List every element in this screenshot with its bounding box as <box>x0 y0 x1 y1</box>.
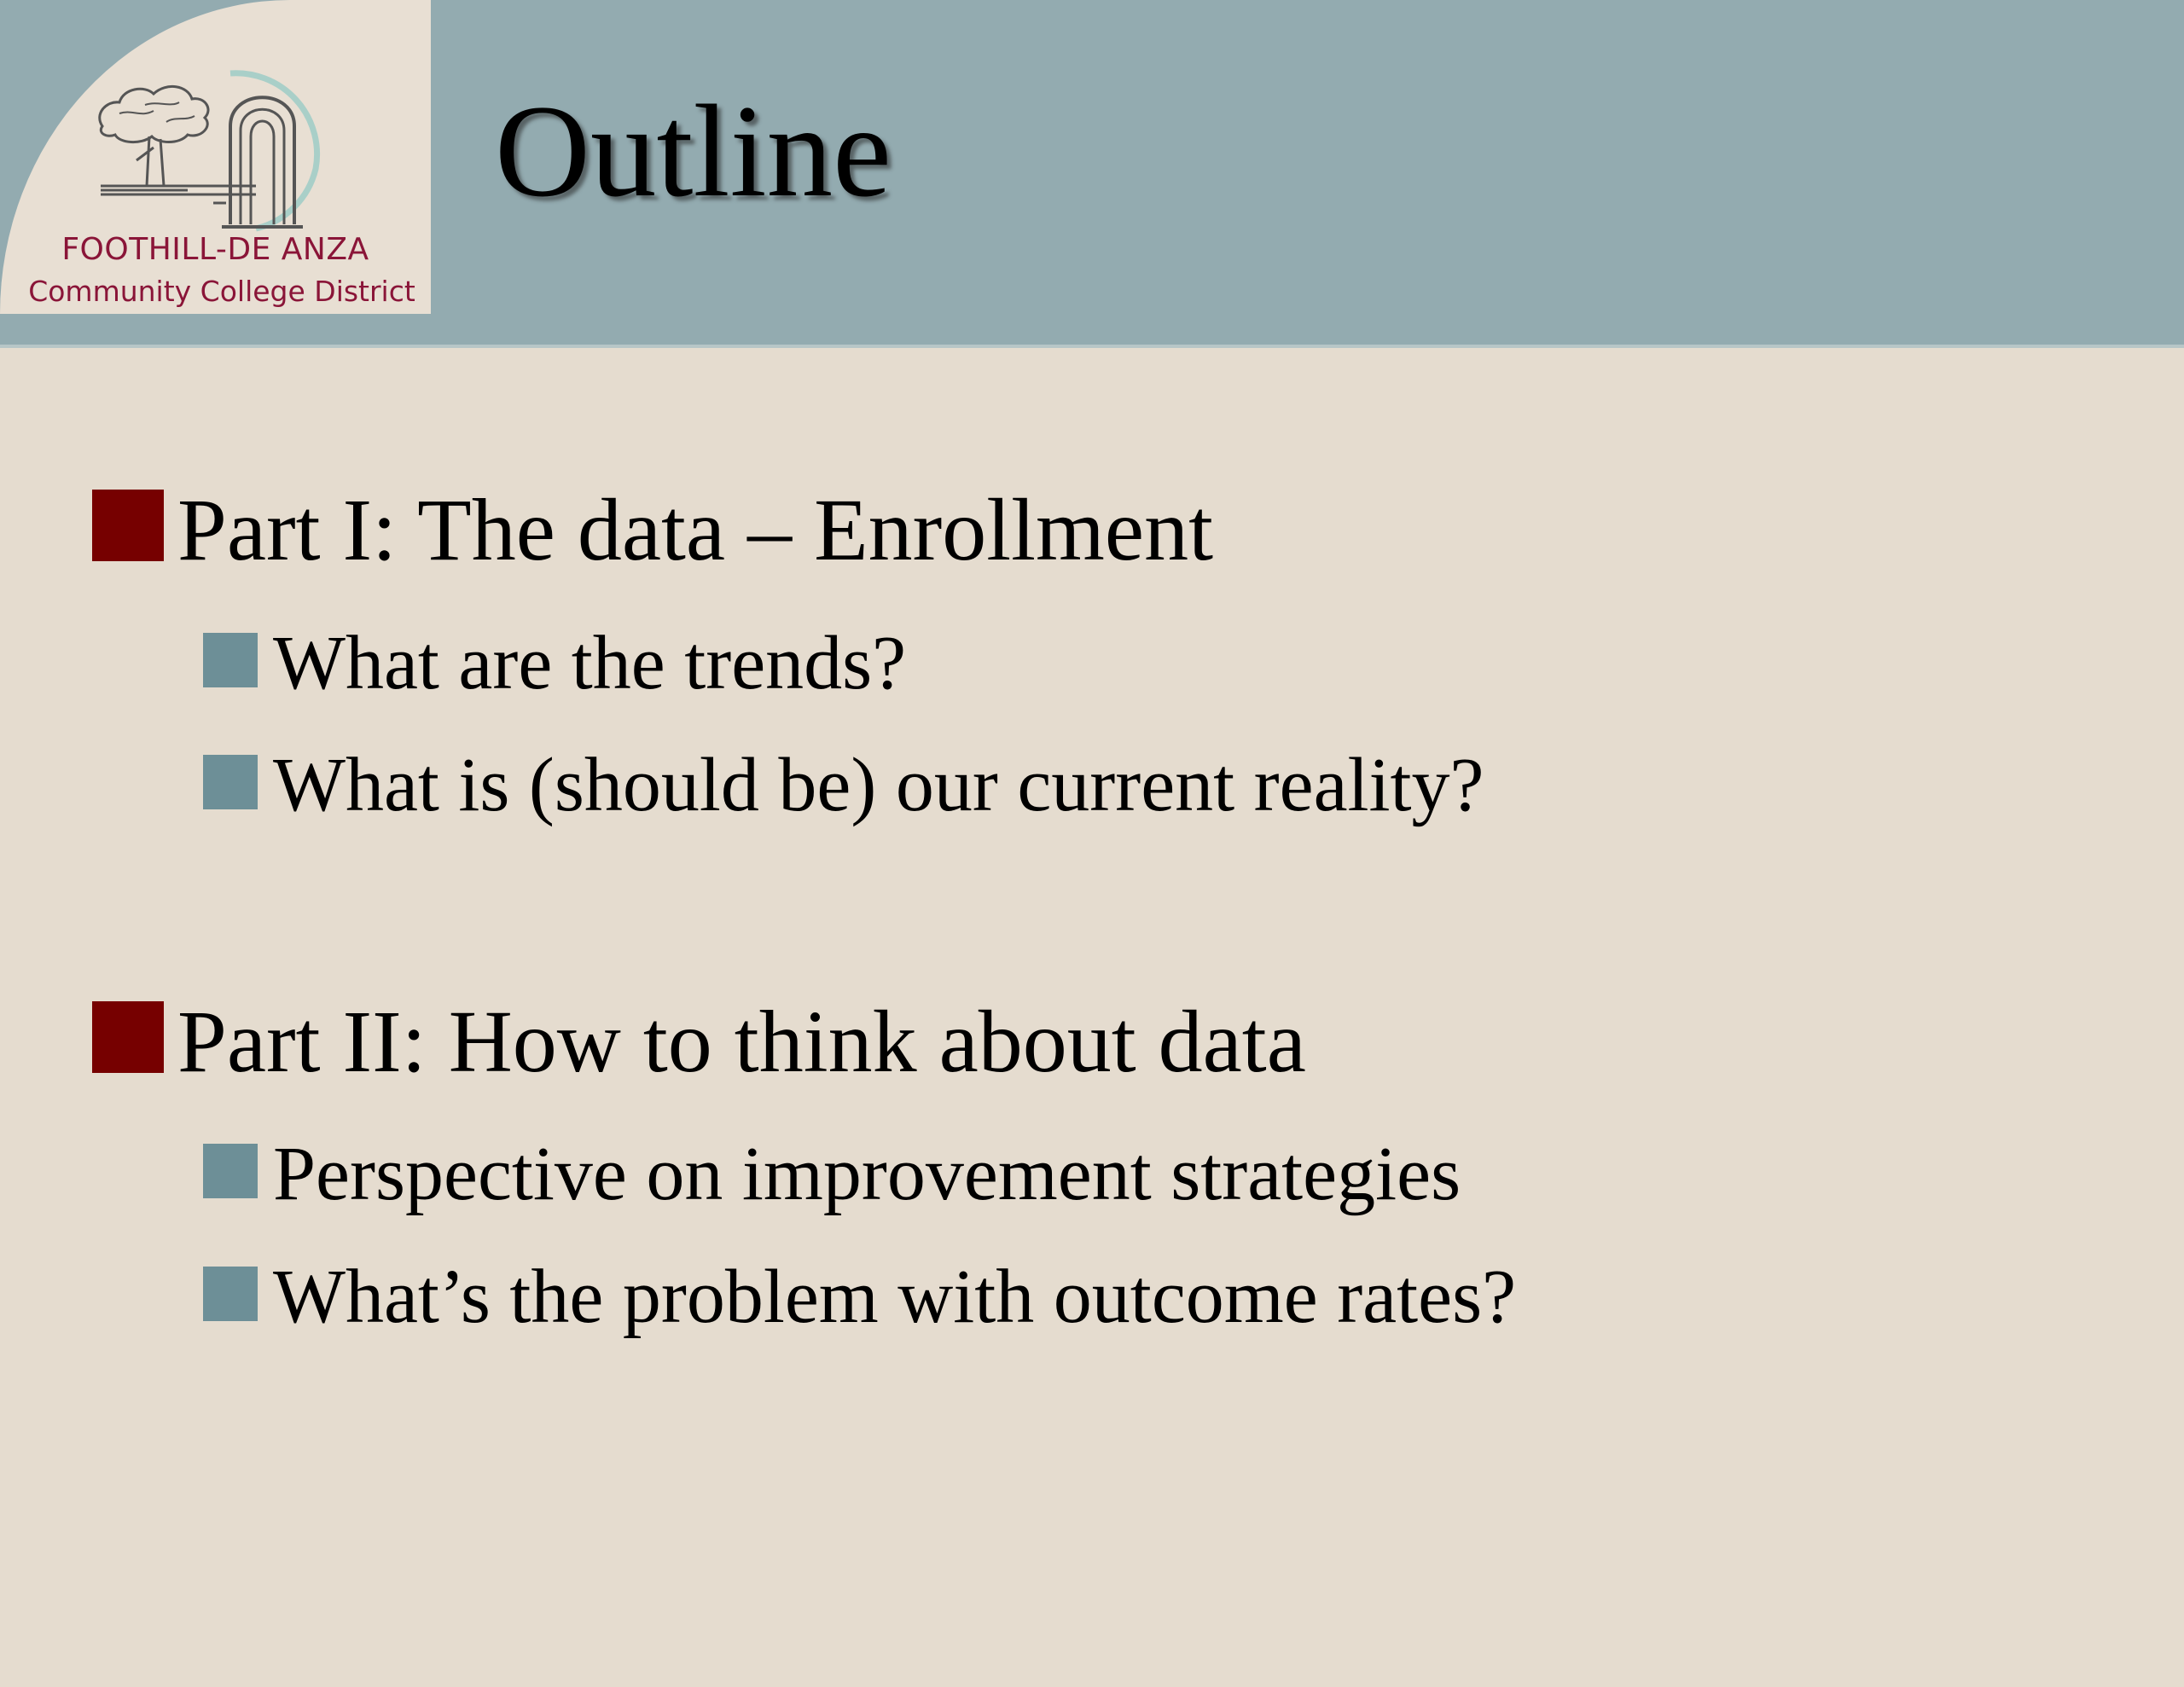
outline-heading: Part I: The data – Enrollment <box>177 481 1213 580</box>
campus-tree-arch-logo-icon <box>85 67 341 237</box>
outline-item-part-2 <box>92 989 1306 1092</box>
outline-subitem <box>203 1129 1461 1217</box>
outline-item-part-1 <box>92 478 1213 580</box>
outline-subitem-text: What is (should be) our current reality? <box>273 743 1484 828</box>
square-bullet-icon <box>92 1001 164 1073</box>
square-bullet-icon <box>92 490 164 561</box>
square-bullet-icon <box>203 1267 258 1321</box>
outline-subitem-text: Perspective on improvement strategies <box>273 1132 1461 1217</box>
outline-heading: Part II: How to think about data <box>177 993 1306 1092</box>
outline-subitem <box>203 618 907 706</box>
header-divider <box>0 345 2184 348</box>
square-bullet-icon <box>203 1144 258 1198</box>
outline-subitem <box>203 1252 1517 1340</box>
square-bullet-icon <box>203 633 258 687</box>
logo-line-1: FOOTHILL-DE ANZA <box>61 232 369 267</box>
square-bullet-icon <box>203 755 258 809</box>
logo-line-2: Community College District <box>28 275 415 308</box>
slide-title: Outline <box>495 78 892 224</box>
outline-subitem-text: What’s the problem with outcome rates? <box>273 1255 1517 1340</box>
outline-subitem-text: What are the trends? <box>273 621 907 706</box>
outline-subitem <box>203 740 1484 828</box>
